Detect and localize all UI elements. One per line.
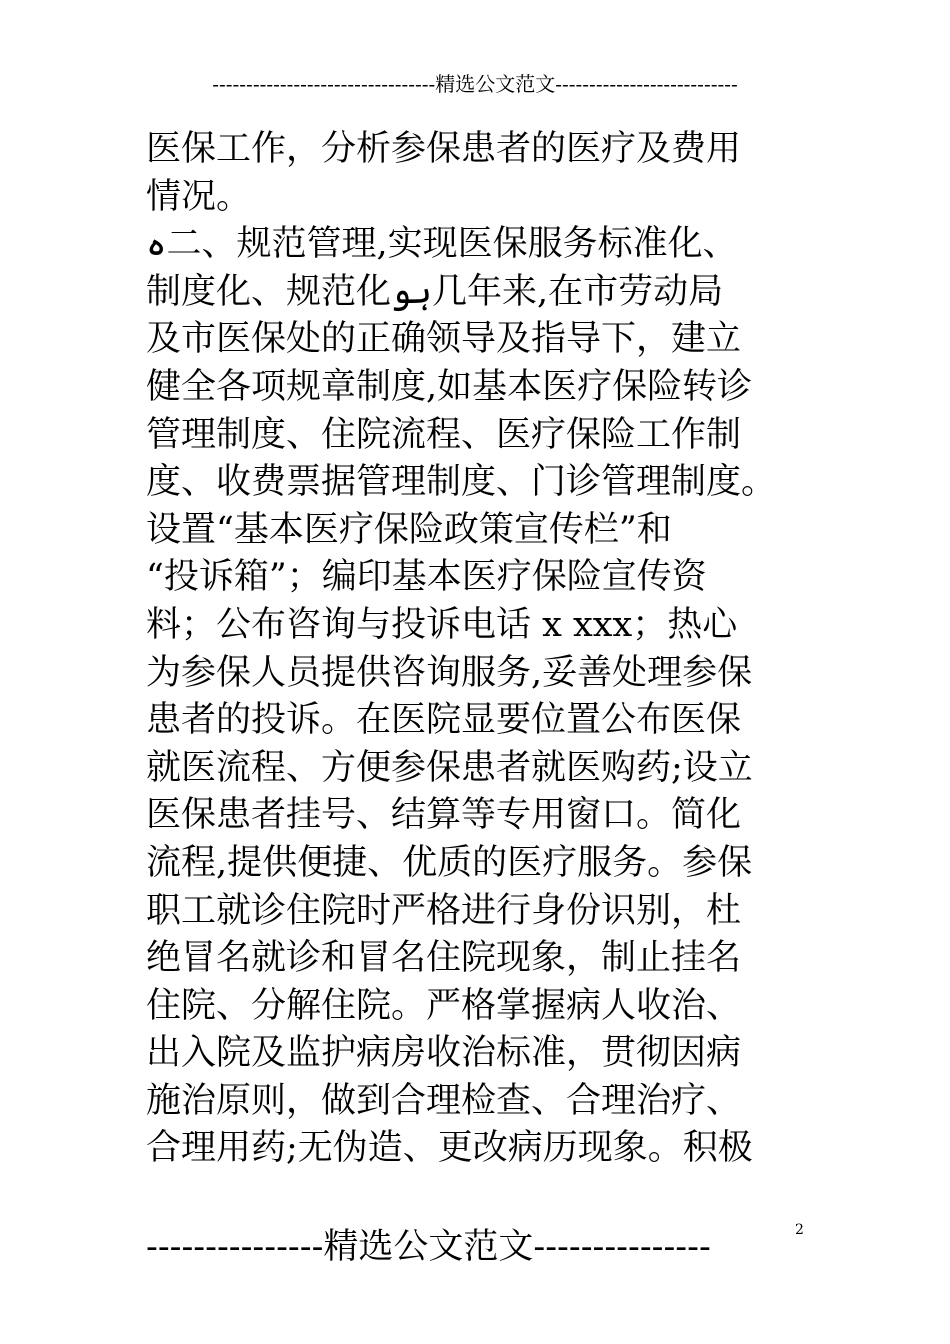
- text-line: 出入院及监护病房收治标准，贯彻因病: [146, 1033, 742, 1074]
- text-line: 医保工作，分析参保患者的医疗及费用: [146, 129, 742, 169]
- text-line: 管理制度、住院流程、医疗保险工作制: [146, 414, 742, 455]
- text-line: 健全各项规章制度,如基本医疗保险转诊: [146, 366, 753, 407]
- text-line: 及市医保处的正确领导及指导下，建立: [146, 319, 742, 360]
- text-line: 施治原则，做到合理检查、合理治疗、: [146, 1080, 742, 1121]
- text-line: 患者的投诉。在医院显要位置公布医保: [146, 700, 742, 741]
- page-header: ---------------------------------精选公文范文---------------------------: [212, 72, 738, 96]
- text-line: 料；公布咨询与投诉电话 x xxx；热心: [146, 604, 738, 645]
- text-line: 情况。: [146, 176, 252, 217]
- text-line: 绝冒名就诊和冒名住院现象，制止挂名: [146, 938, 742, 979]
- text-line: “投诉箱”；编印基本医疗保险宣传资: [146, 557, 707, 598]
- text-line: 住院、分解住院。严格掌握病人收治、: [146, 985, 742, 1026]
- text-line: 职工就诊住院时严格进行身份识别，杜: [146, 890, 742, 931]
- text-line: 流程,提供便捷、优质的医疗服务。参保: [146, 842, 753, 883]
- text-line: 制度化、规范化ہو几年来,在市劳动局: [146, 271, 724, 312]
- document-body: [146, 126, 816, 1173]
- text-line: 设置“基本医疗保险政策宣传栏”和: [146, 509, 672, 550]
- text-line: 合理用药;无伪造、更改病历现象。积极: [146, 1128, 753, 1169]
- text-line: 医保患者挂号、结算等专用窗口。简化: [146, 795, 742, 836]
- text-line: 度、收费票据管理制度、门诊管理制度。: [146, 462, 777, 503]
- page-footer: ---------------精选公文范文---------------: [146, 1227, 711, 1267]
- text-line: ہ二、规范管理,实现医保服务标准化、: [146, 224, 738, 265]
- page-number: 2: [795, 1222, 804, 1238]
- text-line: 就医流程、方便参保患者就医购药;设立: [146, 747, 753, 788]
- text-line: 为参保人员提供咨询服务,妥善处理参保: [146, 652, 753, 693]
